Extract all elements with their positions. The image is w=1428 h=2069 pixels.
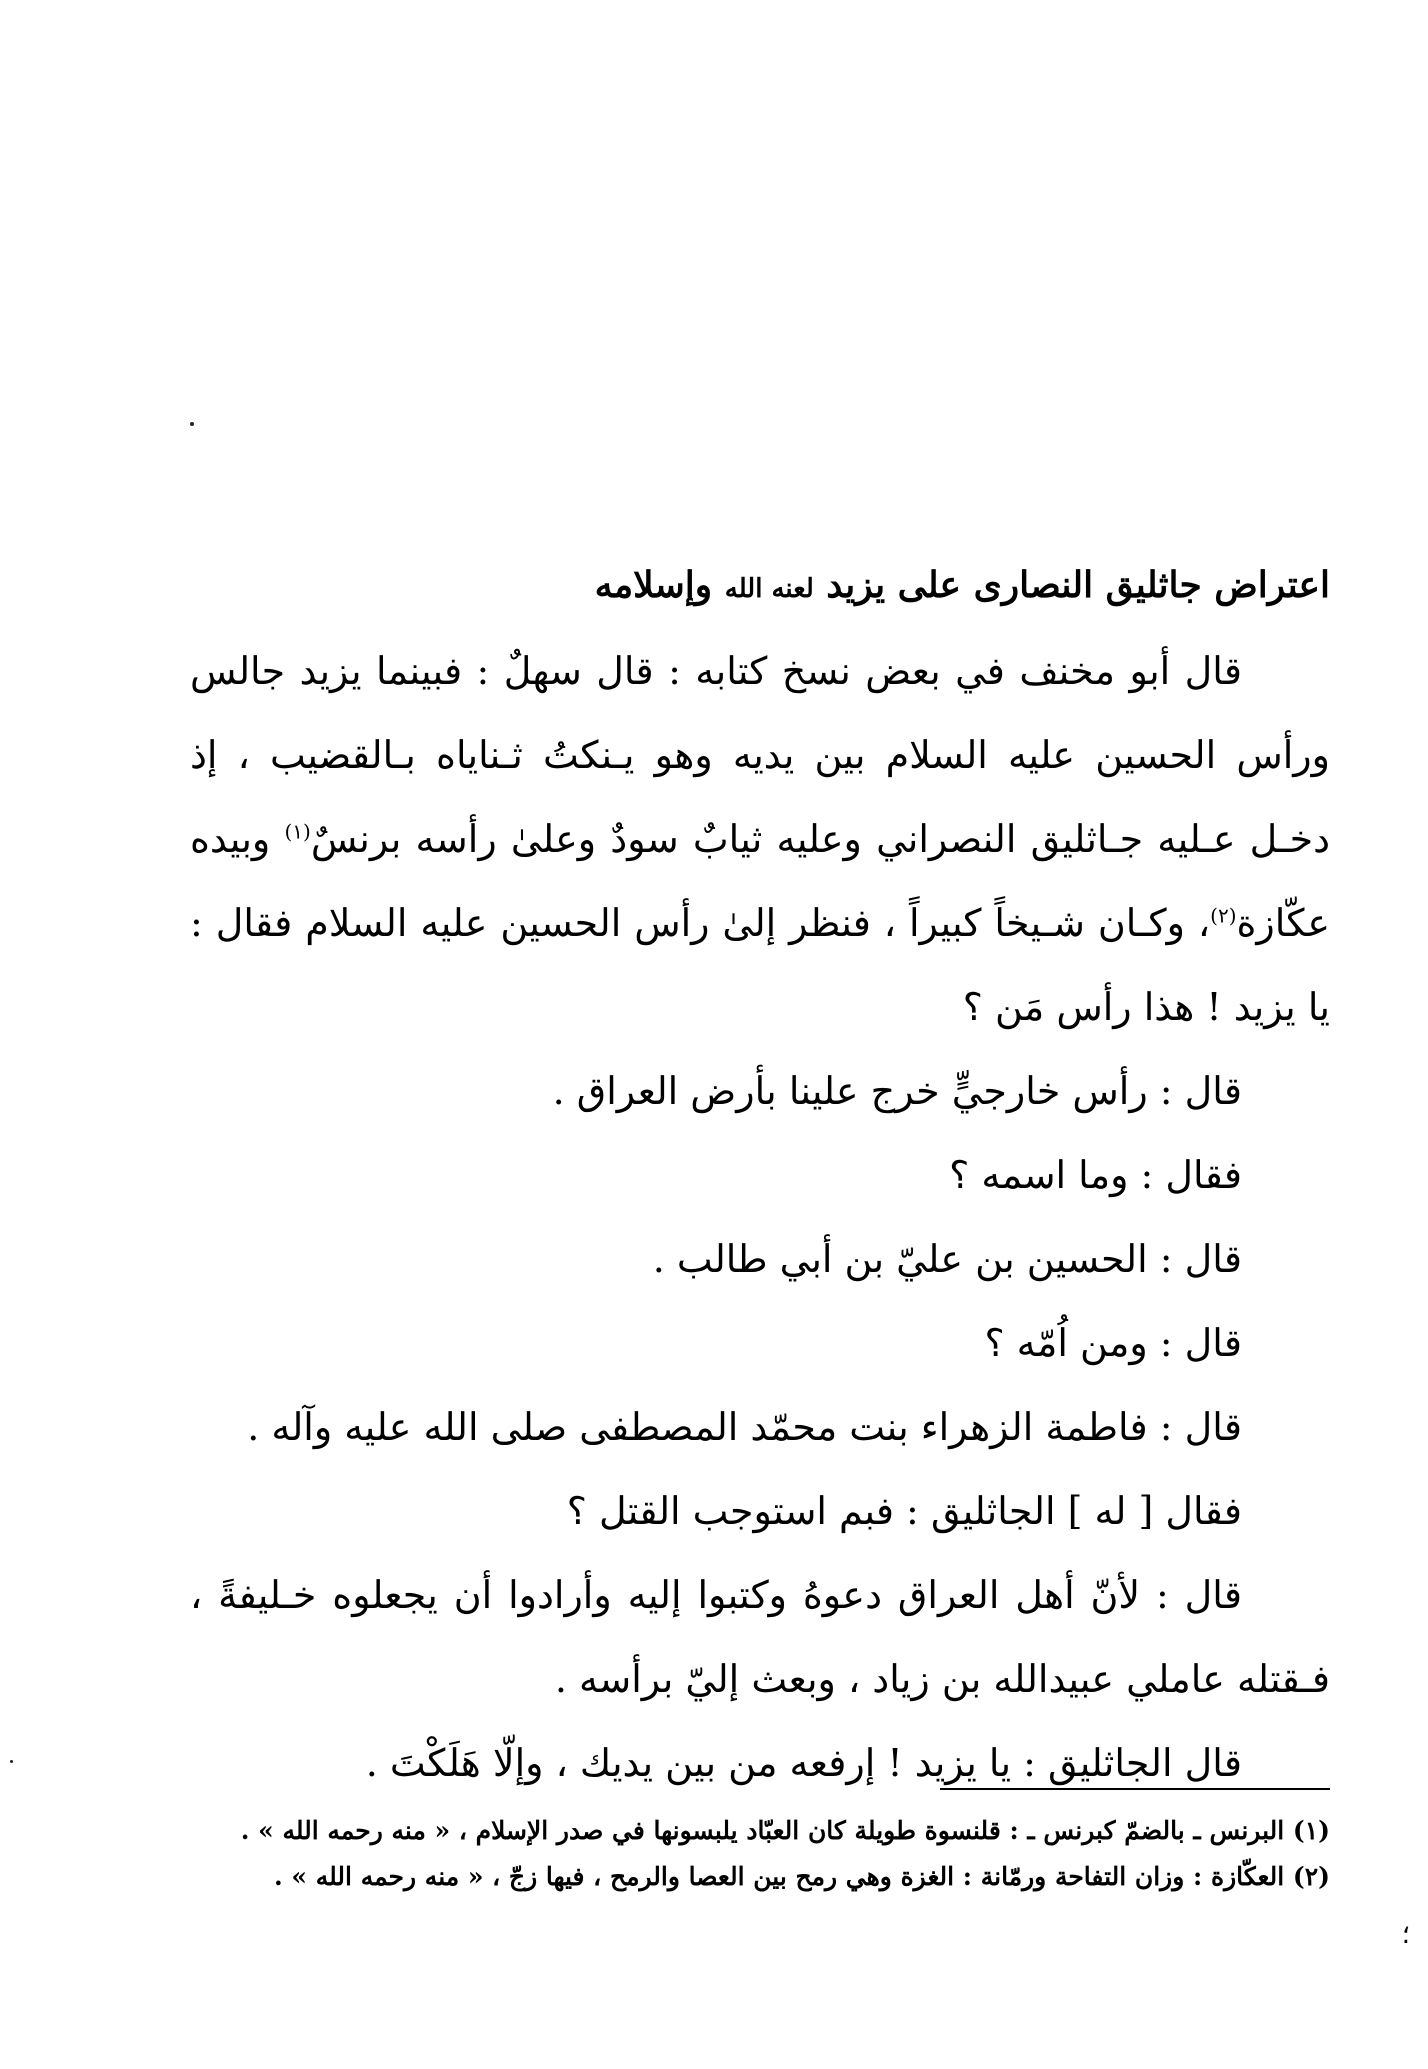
- title-end: وإسلامه: [594, 564, 713, 606]
- footnote-2: (٢) العكّازة : وزان التفاحة ورمّانة : الغزة وهي رمح بين العصا والرمح ، فيها زجّ ، « منه رحمه الله » .: [274, 1862, 1330, 1891]
- section-title: [190, 555, 1330, 619]
- dialogue-line-7: قال الجاثليق : يا يزيد ! إرفعه من بين يديك ، وإلّا هَلَكْتَ .: [365, 1741, 1242, 1785]
- dialogue-line-5: قال : فاطمة الزهراء بنت محمّد المصطفى صلى الله عليه وآله .: [247, 1405, 1242, 1449]
- dialogue-line-1: قال : رأس خارجيٍّ خرج علينا بأرض العراق .: [552, 1069, 1242, 1113]
- paragraph-1-mid: وبيده عكّازة: [190, 817, 1330, 945]
- dialogue-line-4: قال : ومن اُمّه ؟: [984, 1321, 1242, 1365]
- footnote-1: (١) البرنس ـ بالضمّ كبرنس ـ : قلنسوة طويلة كان العبّاد يلبسونها في صدر الإسلام ، « منه رحمه الله » .: [240, 1816, 1330, 1845]
- main-text: [190, 555, 1330, 1805]
- paragraph-2: قال : لأنّ أهل العراق دعوهُ وكتبوا إليه وأرادوا أن يجعلوه خـليفةً ، فـقتله عاملي عبيدالله بن زياد ، وبعث إليّ برأسه .: [190, 1573, 1330, 1701]
- stray-dot-left: [10, 1760, 13, 1763]
- paragraph-1: [190, 629, 1330, 1049]
- paragraph-1-end: ، وكـان شـيخاً كبيراً ، فنظر إلىٰ رأس الحسين عليه السلام فقال : يا يزيد ! هذا رأس مَن ؟: [190, 901, 1330, 1029]
- paragraph-1-start: قال أبو مخنف في بعض نسخ كتابه : قال سهلٌ : فبينما يزيد جالس ورأس الحسين عليه السلام بين يديه وهو يـنكتُ ثـناياه بـالقضيب ، إذ دخـل عـليه جـاثليق النصراني وعليه ثيابٌ سودٌ وعلىٰ رأسه برنسٌ: [190, 649, 1331, 861]
- dialogue-line-3: قال : الحسين بن عليّ بن أبي طالب .: [652, 1237, 1242, 1281]
- title-honorific: لعنه الله: [724, 574, 814, 604]
- dialogue-line-2: فقال : وما اسمه ؟: [949, 1153, 1242, 1197]
- footnotes: [190, 1808, 1330, 1900]
- footnote-ref-1: (١): [284, 819, 311, 844]
- title-text: اعتراض جاثليق النصارى على يزيد: [826, 564, 1330, 606]
- stray-dot: [190, 422, 194, 426]
- margin-mark: ؛: [1401, 1920, 1410, 1950]
- footnote-ref-2: (٢): [1210, 903, 1237, 928]
- dialogue-line-6: فقال [ له ] الجاثليق : فبم استوجب القتل ؟: [566, 1489, 1242, 1533]
- footnote-separator: [940, 1788, 1330, 1790]
